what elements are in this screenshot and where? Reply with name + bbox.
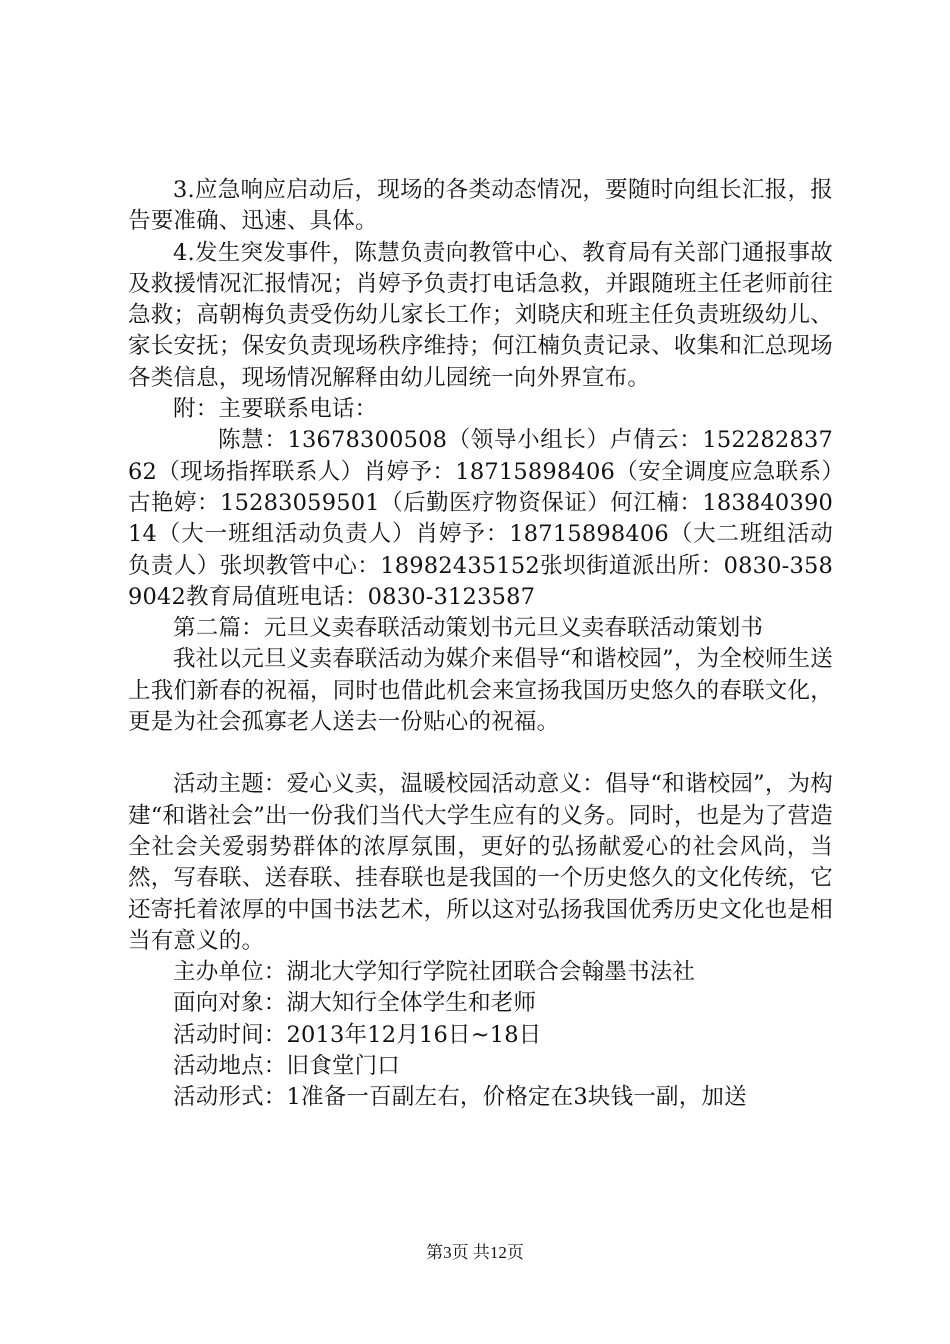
item-organizer: 主办单位：湖北大学知行学院社团联合会翰墨书法社 bbox=[173, 959, 696, 986]
paragraph-introduction: 我社以元旦义卖春联活动为媒介来倡导“和谐校园”，为全校师生送上我们新春的祝福，同时也借此机会来宣扬我国历史悠久的春联文化，更是为社会孤寡老人送去一份贴心的祝福。 bbox=[128, 646, 833, 736]
document-body bbox=[128, 175, 833, 1114]
paragraph-contact-list: 陈慧：13678300508（领导小组长）卢倩云：15228283762（现场指挥联系人）肖婷予：18715898406（安全调度应急联系）古艳婷：15283059501（后勤医疗物资保证）何江楠：18384039014（大一班组活动负责人）肖婷予：18715898406（大二班组活动负责人）张坝教管中心：18982435152张坝街道派出所：0830-3589042教育局值班电话：0830-3123587 bbox=[128, 427, 833, 610]
paragraph-activity-theme: 活动主题：爱心义卖，温暖校园活动意义：倡导“和谐校园”，为构建“和谐社会”出一份我们当代大学生应有的义务。同时，也是为了营造全社会关爱弱势群体的浓厚氛围，更好的弘扬献爱心的社会风尚，当然，写春联、送春联、挂春联也是我国的一个历史悠久的文化传统，它还寄托着浓厚的中国书法艺术，所以这对弘扬我国优秀历史文化也是相当有意义的。 bbox=[128, 771, 833, 954]
paragraph-incident-duties: 4.发生突发事件，陈慧负责向教管中心、教育局有关部门通报事故及救援情况汇报情况；肖婷予负责打电话急救，并跟随班主任老师前往急救；高朝梅负责受伤幼儿家长工作；刘晓庆和班主任负责班级幼儿、家长安抚；保安负责现场秩序维持；何江楠负责记录、收集和汇总现场各类信息，现场情况解释由幼儿园统一向外界宣布。 bbox=[128, 239, 833, 391]
item-format: 活动形式：1准备一百副左右，价格定在3块钱一副，加送 bbox=[173, 1084, 747, 1111]
page-number-footer: 第3页 共12页 bbox=[426, 1243, 524, 1262]
paragraph-contact-heading: 附：主要联系电话： bbox=[173, 396, 378, 423]
paragraph-emergency-report: 3.应急响应启动后，现场的各类动态情况，要随时向组长汇报，报告要准确、迅速、具体。 bbox=[128, 177, 833, 235]
section-heading: 第二篇：元旦义卖春联活动策划书元旦义卖春联活动策划书 bbox=[173, 615, 764, 642]
item-audience: 面向对象：湖大知行全体学生和老师 bbox=[173, 990, 537, 1017]
item-time: 活动时间：2013年12月16日~18日 bbox=[173, 1021, 542, 1048]
item-location: 活动地点：旧食堂门口 bbox=[173, 1053, 401, 1080]
